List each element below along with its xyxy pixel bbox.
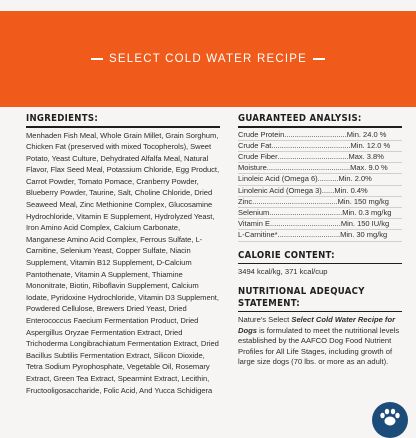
analysis-amount: Min. 0.3 mg/kg <box>342 207 392 217</box>
nutritional-adequacy-heading: NUTRITIONAL ADEQUACY STATEMENT: <box>238 285 365 309</box>
nutritional-adequacy-statement <box>238 315 402 368</box>
analysis-leader-dots: ...................................... <box>271 140 351 150</box>
paw-badge-button[interactable] <box>372 402 408 438</box>
analysis-row <box>238 186 402 197</box>
analysis-row <box>238 174 402 185</box>
analysis-leader-dots: .............................. <box>277 230 341 240</box>
ingredients-heading: INGREDIENTS: <box>26 113 99 124</box>
analysis-leader-dots: ......................................... <box>252 196 338 206</box>
analysis-nutrient: L-Carnitine* <box>238 230 278 240</box>
analysis-amount: Min. 0.4% <box>334 185 368 195</box>
analysis-row <box>238 141 402 152</box>
analysis-row <box>238 208 402 219</box>
analysis-nutrient: Crude Protein <box>238 129 285 139</box>
analysis-nutrient: Zinc <box>238 196 253 206</box>
analysis-row <box>238 230 402 241</box>
analysis-amount: Min. 150 mg/kg <box>337 196 389 206</box>
guaranteed-analysis-heading: GUARANTEED ANALYSIS: <box>238 113 362 124</box>
banner-right-rule <box>313 58 325 60</box>
analysis-amount: Min. 30 mg/kg <box>340 230 388 240</box>
nutritional-adequacy-divider <box>238 311 402 313</box>
banner-left-rule <box>91 58 103 60</box>
guaranteed-analysis-divider <box>238 126 402 128</box>
analysis-nutrient: Crude Fat <box>238 140 272 150</box>
analysis-leader-dots: ................................... <box>269 207 343 217</box>
analysis-leader-dots: .................................. <box>269 219 341 229</box>
analysis-row <box>238 197 402 208</box>
guaranteed-analysis-table <box>238 130 402 242</box>
analysis-amount: Max. 9.0 % <box>350 163 388 173</box>
banner-title: SELECT COLD WATER RECIPE <box>109 53 307 65</box>
analysis-nutrient: Vitamin E <box>238 219 270 229</box>
analysis-row <box>238 219 402 230</box>
ingredients-list: Menhaden Fish Meal, Whole Grain Millet, Grain Sorghum, Chicken Fat (preserved with mixed Tocopherols), Sweet Potato, Yeast Culture, Dehydrated Alfalfa Meal, Natural Flavor, Flax Seed Meal, Potassium Chloride, Egg Product, Carrot Powder, Tomato Pomace, Cranberry Powder, Blueberry Powder, Taurine, Salt, Choline Chloride, Dried Seaweed Meal, Zinc Methionine Complex, Glucosamine Hydrochloride, Vitamin E Supplement, Hydrolyzed Yeast, Iron Amino Acid Complex, Calcium Carbonate, Manganese Amino Acid Complex, Ferrous Sulfate, L-Carnitine, Selenium Yeast, Copper Sulfate, Niacin Supplement, Vitamin B12 Supplement, D-Calcium Pantothenate, Vitamin A Supplement, Thiamine Mononitrate, Biotin, Riboflavin Supplement, Calcium Iodate, Pyridoxine Hydrochloride, Vitamin D3 Supplement, Powdered Cellulose, Brewers Dried Yeast, Dried Enterococcus Faecium Fermentation Product, Dried Aspergillus Oryzae Fermentation Extract, Dried Trichoderma Longibrachiatum Fermentation Extract, Dried Bacillus Subtilis Fermentation Extract, Silicon Dioxide, Tetra Sodium Pyrophosphate, Vegetable Oil, Rosemary Extract, Green Tea Extract, Spearmint Extract, Lecithin, Fructooligosaccharide, Folic Acid, And Yucca Schidigera <box>26 130 220 395</box>
calorie-content-heading: CALORIE CONTENT: <box>238 249 335 261</box>
adequacy-text-after: is formulated to meet the nutritional levels established by the AAFCO Dog Food Nutrient Profiles for All Life Stages, including growth of large size dogs (70 lbs. or more as an adult). <box>238 325 400 367</box>
ingredients-divider <box>26 126 220 128</box>
analysis-amount: Min. 2.0% <box>338 174 372 184</box>
analysis-nutrient: Selenium <box>238 207 270 217</box>
analysis-amount: Min. 24.0 % <box>346 129 387 139</box>
top-strip <box>0 0 416 11</box>
analysis-leader-dots: .............................. <box>284 129 347 139</box>
ingredients-section <box>26 113 220 396</box>
analysis-amount: Min. 150 IU/kg <box>340 219 390 229</box>
analysis-nutrient: Moisture <box>238 163 267 173</box>
calorie-content-value: 3494 kcal/kg, 371 kcal/cup <box>238 267 328 277</box>
analysis-column <box>238 113 402 368</box>
analysis-amount: Max. 3.8% <box>348 151 384 161</box>
analysis-leader-dots: .................................. <box>277 151 349 161</box>
analysis-row <box>238 163 402 174</box>
adequacy-text-before: Nature's Select <box>238 315 292 325</box>
adequacy-product-name: Select Cold Water Recipe for Dogs <box>238 315 396 335</box>
calorie-content-divider <box>238 263 402 265</box>
paw-icon <box>372 402 408 438</box>
analysis-nutrient: Linolenic Acid (Omega 3) <box>238 185 322 195</box>
analysis-leader-dots: .......... <box>317 174 339 184</box>
analysis-row <box>238 130 402 141</box>
analysis-leader-dots: ........................................ <box>266 163 351 173</box>
recipe-banner <box>0 11 416 107</box>
analysis-nutrient: Linoleic Acid (Omega 6) <box>238 174 318 184</box>
analysis-nutrient: Crude Fiber <box>238 151 278 161</box>
analysis-amount: Min. 12.0 % <box>350 140 391 150</box>
analysis-row <box>238 152 402 163</box>
analysis-leader-dots: ...... <box>321 185 335 195</box>
